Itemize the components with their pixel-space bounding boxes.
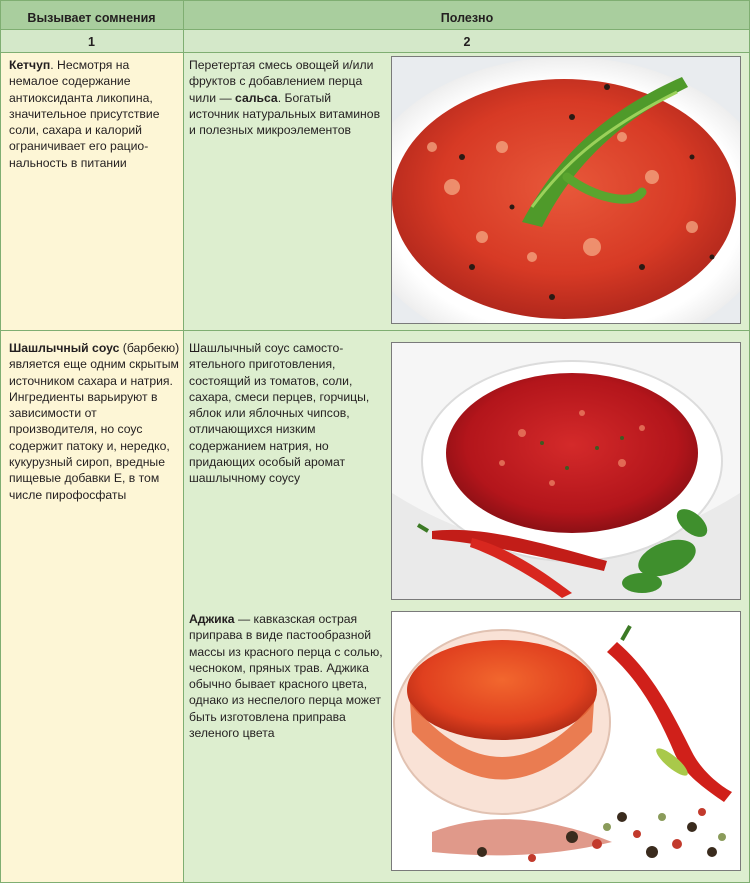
- column-number-1: 1: [0, 30, 183, 52]
- grid-line: [0, 29, 750, 30]
- bbq-homemade-text: Шашлычный соус самостоятельного приготовления, состоящий из томатов, соли, сахара, смеси перцев, горчицы, яблок или яблочных чипсов, отличающихся низким содержанием натрия, но придающих особый аромат шашлычному соусу: [189, 341, 370, 486]
- salsa-text: Перетертая смесь овощей и/или фруктов с добавлением перца чили — сальса. Богатый источник натуральных витаминов и полезных микроэлементов: [189, 58, 381, 138]
- adjika-text: Аджика — кавказская острая приправа в виде пастообразной массы из красного перца с солью, чесноком, пряных трав. Аджика обычно бывает красного цвета, однако из неспелого перца может быть изготовлена приправа зеленого цвета: [189, 612, 383, 741]
- grid-line: [183, 0, 184, 883]
- bbq-doubt-text: Шашлычный соус (барбекю) является еще одним скрытым источником сахара и натрия. Ингредиенты варьируют в зависимости от производителя, но соус содержит патоку и, нередко, кукурузный сироп, вредные пищевые добавки Е, в том числе пирофосфаты: [9, 341, 180, 502]
- grid-line: [0, 0, 750, 1]
- bbq-sauce-photo: [391, 342, 741, 600]
- header-cell-useful: Полезно: [184, 0, 750, 29]
- adjika-photo: [391, 611, 741, 871]
- ketchup-text: Кетчуп. Несмотря на немалое содержание антиоксиданта ликопина, значительное присутствие соли, сахара и калорий ограничивает его рациональность в питании: [9, 58, 160, 170]
- column-number-2: 2: [184, 30, 750, 52]
- salsa-photo: [391, 56, 741, 324]
- header-cell-doubtful: Вызывает сомнения: [0, 0, 183, 29]
- grid-line: [0, 330, 750, 331]
- grid-line: [0, 52, 750, 53]
- grid-line: [0, 0, 1, 883]
